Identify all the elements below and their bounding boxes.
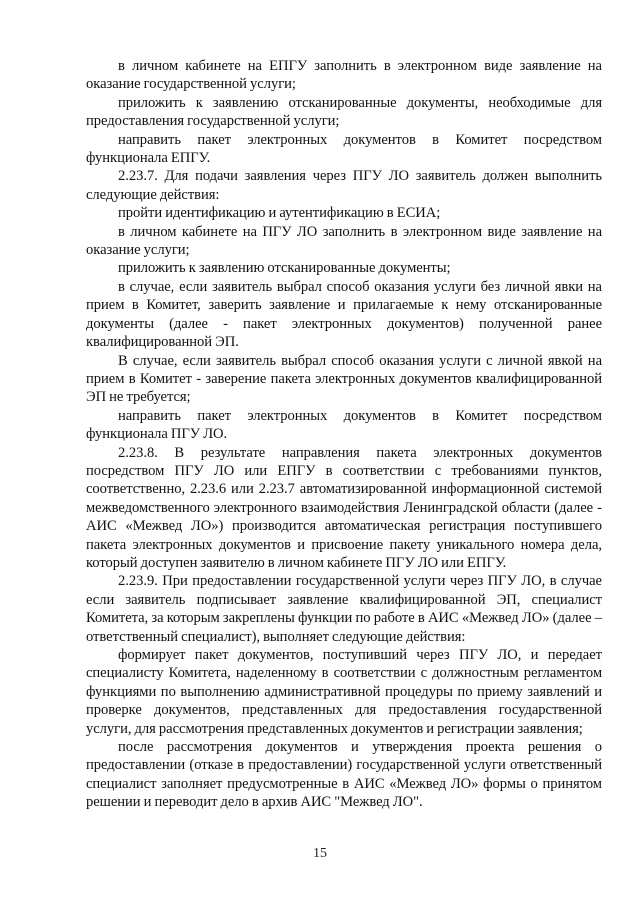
paragraph: направить пакет электронных документов в Комитет посредством функционала ПГУ ЛО. — [86, 407, 602, 443]
page-number: 15 — [313, 846, 327, 861]
paragraph: пройти идентификацию и аутентификацию в ЕСИА; — [118, 205, 441, 222]
paragraph-clause-2-23-9: 2.23.9. При предоставлении государственной услуги через ПГУ ЛО, в случае если заявитель подписывает заявление квалифицированной ЭП, специалист Комитета, за которым закреплены функции по работе в АИС «Межвед ЛО» (далее – ответственный специалист), выполняет следующие действия: — [86, 573, 602, 645]
paragraph: направить пакет электронных документов в Комитет посредством функционала ЕПГУ. — [86, 131, 602, 167]
paragraph-clause-2-23-7: 2.23.7. Для подачи заявления через ПГУ ЛО заявитель должен выполнить следующие действия: — [86, 168, 602, 203]
paragraph: формирует пакет документов, поступивший через ПГУ ЛО, и передает специалисту Комитета, наделенному в соответствии с должностным регламентом функциями по выполнению административной процедуры по приему заявлений и проверке документов, представленных для предоставления государственной услуги, для рассмотрения представленных документов и регистрации заявления; — [86, 647, 602, 737]
paragraph: в личном кабинете на ЕПГУ заполнить в электронном виде заявление на оказание государственной услуги; — [86, 58, 602, 93]
paragraph: в случае, если заявитель выбрал способ оказания услуги без личной явки на прием в Комитет, заверить заявление и прилагаемые к нему отсканированные документы (далее - пакет электронных документов) полученной ранее квалифицированной ЭП. — [86, 278, 602, 351]
paragraph: приложить к заявлению отсканированные документы, необходимые для предоставления государственной услуги; — [86, 94, 602, 130]
paragraph-clause-2-23-8: 2.23.8. В результате направления пакета электронных документов посредством ПГУ ЛО или ЕПГУ в соответствии с требованиями пунктов, соответственно, 2.23.6 или 2.23.7 автоматизированной информационной системой межведомственного электронного взаимодействия Ленинградской области (далее - АИС «Межвед ЛО») производится автоматическая регистрация поступившего пакета электронных документов и присвоение пакету уникального номера дела, который доступен заявителю в личном кабинете ПГУ ЛО или ЕПГУ. — [86, 444, 602, 571]
document-body — [86, 57, 602, 812]
paragraph: после рассмотрения документов и утверждения проекта решения о предоставлении (отказе в предоставлении) государственной услуги ответственный специалист заполняет предусмотренные в АИС «Межвед ЛО» формы о принятом решении и переводит дело в архив АИС "Межвед ЛО". — [86, 739, 602, 811]
paragraph: приложить к заявлению отсканированные документы; — [118, 260, 451, 277]
paragraph: В случае, если заявитель выбрал способ оказания услуги с личной явкой на прием в Комитет - заверение пакета электронных документов квалифицированной ЭП не требуется; — [86, 352, 602, 406]
paragraph: в личном кабинете на ПГУ ЛО заполнить в электронном виде заявление на оказание услуги; — [86, 223, 602, 259]
